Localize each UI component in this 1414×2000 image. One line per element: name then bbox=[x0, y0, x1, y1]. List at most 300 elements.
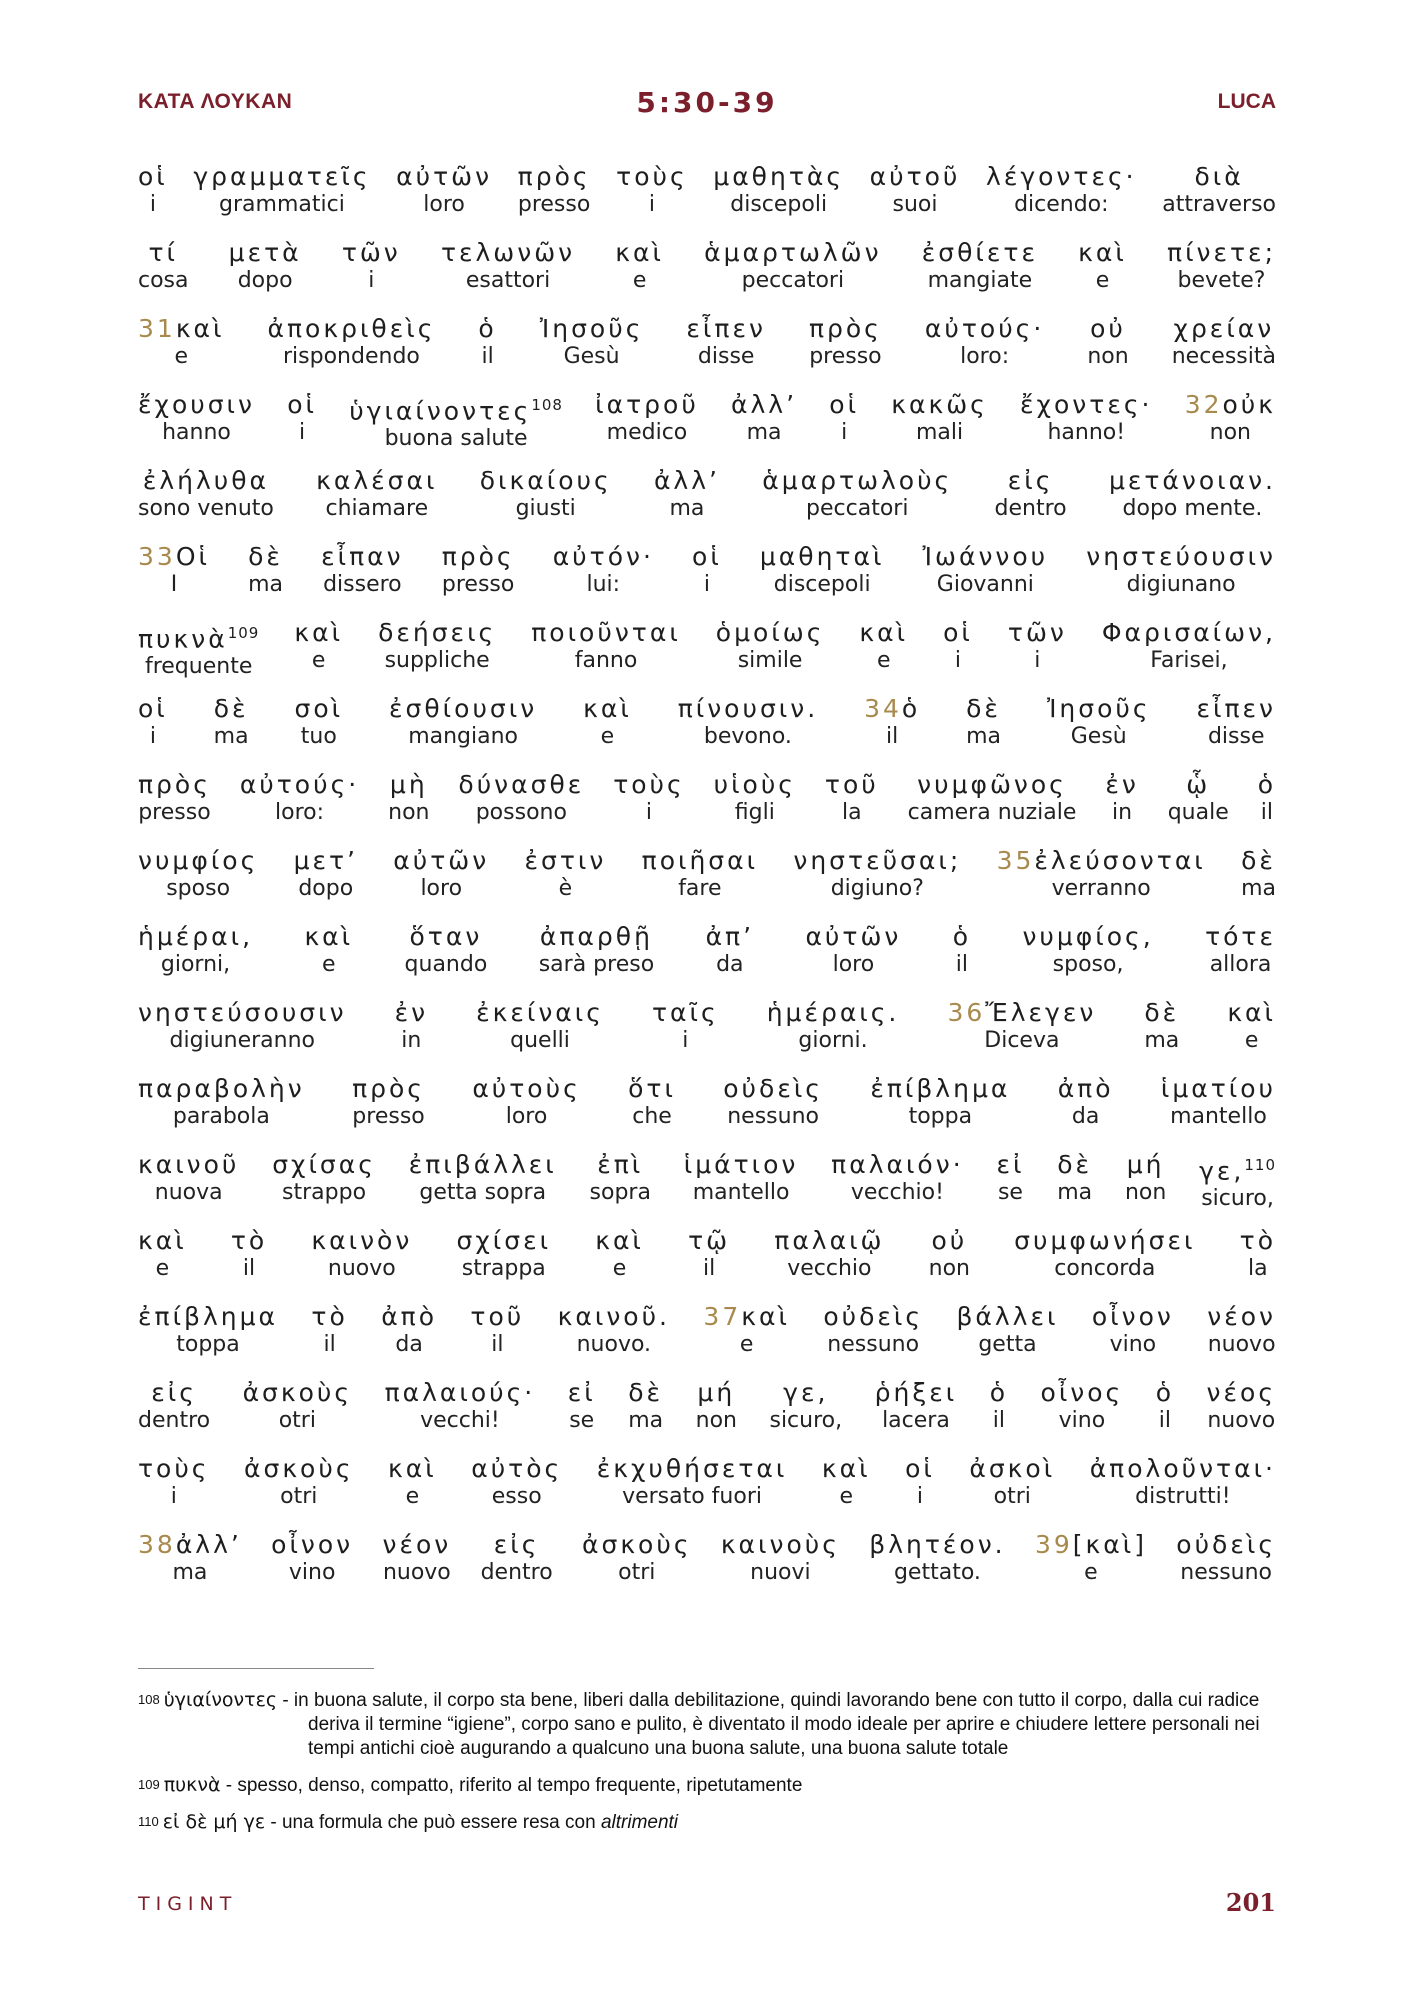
italian-gloss: vecchi! bbox=[420, 1408, 500, 1433]
italian-gloss: mali bbox=[915, 420, 964, 445]
greek-word: δὲ bbox=[966, 694, 1001, 723]
footnote bbox=[138, 1810, 1276, 1835]
italian-gloss: dopo bbox=[298, 876, 354, 901]
word-pair bbox=[616, 162, 688, 218]
word-pair bbox=[321, 542, 403, 598]
word-pair bbox=[442, 542, 515, 598]
word-pair bbox=[382, 1530, 451, 1586]
italian-gloss: hanno! bbox=[1047, 420, 1126, 445]
word-pair bbox=[1196, 694, 1276, 750]
word-pair bbox=[1008, 618, 1067, 674]
interlinear-line bbox=[138, 846, 1276, 922]
italian-gloss: in bbox=[401, 1028, 422, 1053]
greek-word: ἐκείναις bbox=[476, 998, 604, 1027]
italian-gloss: versato fuori bbox=[622, 1484, 762, 1509]
word-pair bbox=[138, 998, 347, 1054]
footnote-ref[interactable]: 110 bbox=[1244, 1156, 1276, 1174]
word-pair bbox=[822, 1454, 871, 1510]
word-pair bbox=[692, 542, 722, 598]
italian-gloss: e bbox=[1095, 268, 1110, 293]
word-pair bbox=[138, 1150, 239, 1206]
word-pair bbox=[922, 238, 1038, 294]
word-pair bbox=[272, 1150, 376, 1206]
word-pair bbox=[271, 1530, 353, 1586]
italian-gloss: quando bbox=[404, 952, 488, 977]
italian-gloss: sono venuto bbox=[138, 496, 274, 521]
italian-gloss: Gesù bbox=[1070, 724, 1127, 749]
greek-word: βάλλει bbox=[956, 1302, 1059, 1331]
greek-word: εἶπαν bbox=[321, 542, 404, 571]
word-pair bbox=[769, 1378, 842, 1434]
greek-word: τελωνῶν bbox=[440, 238, 576, 267]
greek-word: ἔχοντες· bbox=[1020, 390, 1153, 419]
italian-gloss: I bbox=[170, 572, 178, 597]
italian-gloss: e bbox=[1084, 1560, 1098, 1585]
word-pair bbox=[929, 1226, 970, 1282]
word-pair bbox=[774, 1226, 884, 1282]
greek-word: Ἰησοῦς bbox=[539, 314, 644, 343]
italian-gloss: digiuneranno bbox=[169, 1028, 315, 1053]
greek-word: νηστεύσουσιν bbox=[138, 998, 347, 1027]
word-pair bbox=[1022, 922, 1153, 978]
word-pair bbox=[615, 238, 664, 294]
greek-word: λέγοντες· bbox=[986, 162, 1137, 191]
word-pair bbox=[1167, 238, 1276, 294]
word-pair bbox=[441, 238, 575, 294]
greek-word: τί bbox=[148, 238, 178, 267]
word-pair bbox=[1176, 1530, 1276, 1586]
greek-word: ἐπίβλημα bbox=[138, 1302, 279, 1331]
greek-word: ὁ bbox=[1155, 1378, 1175, 1407]
greek-word: πρὸς bbox=[517, 162, 591, 191]
greek-word: νυμφίος bbox=[138, 846, 259, 875]
italian-gloss: suppliche bbox=[384, 648, 490, 673]
word-pair bbox=[829, 390, 859, 446]
italian-gloss: sposo bbox=[166, 876, 231, 901]
word-pair bbox=[809, 314, 882, 370]
greek-word: νυμφίος, bbox=[1022, 922, 1154, 951]
greek-word: οἱ bbox=[287, 390, 317, 419]
greek-word: ἐσθίετε bbox=[921, 238, 1038, 267]
greek-word: τῷ bbox=[688, 1226, 731, 1255]
italian-gloss: giorni, bbox=[160, 952, 231, 977]
greek-word: ἰατροῦ bbox=[595, 390, 699, 419]
italian-gloss: il bbox=[1260, 800, 1273, 825]
greek-word: οἱ bbox=[138, 694, 168, 723]
italian-gloss: loro bbox=[423, 192, 465, 217]
italian-gloss: è bbox=[558, 876, 573, 901]
word-pair bbox=[389, 694, 537, 750]
greek-word: ἐσθίουσιν bbox=[389, 694, 538, 723]
italian-gloss: sicuro, bbox=[769, 1408, 843, 1433]
greek-word: δὲ bbox=[628, 1378, 664, 1407]
word-pair bbox=[138, 542, 210, 598]
greek-word: καὶ bbox=[859, 618, 909, 647]
word-pair bbox=[1240, 1226, 1276, 1282]
footnote-number: 108 bbox=[138, 1692, 160, 1707]
italian-gloss: getta bbox=[978, 1332, 1037, 1357]
italian-gloss: verranno bbox=[1051, 876, 1151, 901]
italian-gloss: disse bbox=[1207, 724, 1265, 749]
greek-word: Ἰωάννου bbox=[922, 542, 1049, 571]
italian-gloss: otri bbox=[618, 1560, 656, 1585]
footnote-ref[interactable]: 109 bbox=[227, 624, 260, 642]
footnote-text: - in buona salute, il corpo sta bene, liberi dalla debilitazione, quindi lavorando bene con tutto il corpo, dalla cui radice deriva il termine “igiene”, corpo sano e pulito, è diventato il modo ideale per aprire e chiudere lettere personali nei tempi antichi cioè augurando a qualcuno una buona salute, una buona salute totale bbox=[277, 1690, 1260, 1759]
word-pair bbox=[706, 922, 754, 978]
italian-gloss: dentro bbox=[480, 1560, 553, 1585]
italian-gloss: parabola bbox=[172, 1104, 270, 1129]
italian-gloss: ma bbox=[248, 572, 283, 597]
italian-gloss: i bbox=[299, 420, 306, 445]
greek-word: ἐπίβλημα bbox=[870, 1074, 1011, 1103]
italian-gloss: presso bbox=[138, 800, 211, 825]
italian-gloss: nuovi bbox=[750, 1560, 811, 1585]
greek-word: μετὰ bbox=[228, 238, 302, 267]
italian-gloss: da bbox=[716, 952, 744, 977]
greek-word: πίνετε; bbox=[1167, 238, 1276, 267]
italian-gloss: chiamare bbox=[325, 496, 429, 521]
italian-gloss: e bbox=[1244, 1028, 1259, 1053]
word-pair bbox=[925, 314, 1044, 370]
greek-word: τοὺς bbox=[616, 162, 688, 191]
word-pair bbox=[613, 770, 685, 826]
word-pair bbox=[703, 1302, 790, 1358]
italian-gloss: hanno bbox=[162, 420, 231, 445]
verse-number: 35 bbox=[996, 846, 1035, 875]
greek-word: πρὸς bbox=[352, 1074, 425, 1103]
interlinear-line bbox=[138, 1150, 1276, 1226]
italian-gloss: cosa bbox=[138, 268, 189, 293]
greek-word: νηστεῦσαι; bbox=[793, 846, 962, 875]
interlinear-line bbox=[138, 314, 1276, 390]
word-pair bbox=[553, 542, 654, 598]
italian-gloss: Giovanni bbox=[936, 572, 1034, 597]
italian-gloss: figli bbox=[734, 800, 775, 825]
italian-gloss: ma bbox=[669, 496, 705, 521]
greek-word: δεήσεις bbox=[378, 618, 497, 647]
greek-word: δύνασθε bbox=[458, 770, 585, 799]
greek-word: τότε bbox=[1205, 922, 1276, 951]
page-number: 201 bbox=[1225, 1888, 1276, 1917]
footnotes bbox=[138, 1688, 1276, 1847]
greek-word: 33Οἱ bbox=[138, 542, 210, 571]
greek-word: μετ’ bbox=[293, 846, 358, 875]
word-pair bbox=[1161, 1074, 1276, 1130]
greek-word: ποιῆσαι bbox=[641, 846, 759, 875]
footnote-number: 109 bbox=[138, 1777, 160, 1792]
verse-number: 38 bbox=[138, 1530, 176, 1559]
word-pair bbox=[1241, 846, 1276, 902]
word-pair bbox=[583, 694, 632, 750]
verse-number: 33 bbox=[138, 542, 176, 571]
greek-word: πυκνὰ$^{109}$ bbox=[138, 624, 260, 654]
italian-gloss: vino bbox=[1058, 1408, 1106, 1433]
greek-word: ἁμαρτωλοὺς bbox=[762, 466, 953, 495]
greek-word: καὶ bbox=[615, 238, 664, 267]
italian-gloss: distrutti! bbox=[1135, 1484, 1231, 1509]
interlinear-line bbox=[138, 1074, 1276, 1150]
word-pair bbox=[138, 314, 225, 370]
greek-word: ἀπ’ bbox=[705, 922, 755, 951]
word-pair bbox=[248, 542, 283, 598]
italian-gloss: nuova bbox=[154, 1180, 223, 1205]
greek-word: οὐδεὶς bbox=[723, 1074, 823, 1103]
word-pair bbox=[582, 1530, 692, 1586]
word-pair bbox=[823, 1302, 923, 1358]
word-pair bbox=[558, 1302, 670, 1358]
word-pair bbox=[471, 1454, 562, 1510]
italian-gloss: presso bbox=[441, 572, 515, 597]
greek-word: ἐκχυθήσεται bbox=[596, 1454, 788, 1483]
word-pair bbox=[1258, 770, 1276, 826]
italian-gloss: otri bbox=[993, 1484, 1031, 1509]
word-pair bbox=[244, 1454, 354, 1510]
italian-gloss: sopra bbox=[589, 1180, 651, 1205]
greek-word: παλαιῷ bbox=[774, 1226, 885, 1255]
greek-word: ἀσκοὺς bbox=[244, 1454, 354, 1483]
word-pair bbox=[409, 1150, 557, 1206]
italian-gloss: presso bbox=[517, 192, 591, 217]
greek-word: γε,$^{110}$ bbox=[1199, 1156, 1276, 1186]
greek-word: τοῦ bbox=[824, 770, 879, 799]
italian-gloss: discepoli bbox=[730, 192, 828, 217]
word-pair bbox=[859, 618, 908, 674]
italian-gloss: i bbox=[149, 724, 156, 749]
word-pair bbox=[524, 846, 606, 902]
word-pair bbox=[531, 618, 681, 674]
italian-gloss: e bbox=[632, 268, 647, 293]
italian-gloss: peccatori bbox=[741, 268, 845, 293]
italian-gloss: i bbox=[841, 420, 848, 445]
italian-gloss: strappo bbox=[282, 1180, 367, 1205]
word-pair bbox=[138, 1074, 305, 1130]
word-pair bbox=[953, 922, 971, 978]
word-pair bbox=[1125, 1150, 1166, 1206]
greek-word: οἱ bbox=[138, 162, 168, 191]
word-pair bbox=[1156, 1378, 1174, 1434]
word-pair bbox=[678, 694, 818, 750]
word-pair bbox=[869, 1530, 1005, 1586]
greek-word: νέος bbox=[1206, 1378, 1276, 1407]
word-pair bbox=[138, 1302, 278, 1358]
italian-gloss: la bbox=[842, 800, 862, 825]
greek-word: ἡμέραις. bbox=[766, 998, 900, 1027]
greek-word: εἰς bbox=[1007, 466, 1054, 495]
word-pair bbox=[478, 314, 496, 370]
italian-gloss: loro: bbox=[275, 800, 325, 825]
word-pair bbox=[716, 618, 825, 674]
italian-gloss: non bbox=[695, 1408, 737, 1433]
word-pair bbox=[597, 1454, 788, 1510]
greek-word: τὸ bbox=[311, 1302, 348, 1331]
greek-word: 35ἐλεύσονται bbox=[996, 846, 1206, 875]
word-pair bbox=[138, 466, 274, 522]
word-pair bbox=[458, 770, 584, 826]
interlinear-line bbox=[138, 770, 1276, 846]
greek-word: καὶ bbox=[595, 1226, 644, 1255]
greek-word: ἁμαρτωλῶν bbox=[704, 238, 882, 267]
greek-word: οἶνος bbox=[1040, 1378, 1124, 1407]
italian-gloss: non bbox=[388, 800, 430, 825]
word-pair bbox=[793, 846, 961, 902]
footnote-ref[interactable]: 108 bbox=[531, 396, 563, 414]
italian-gloss: attraverso bbox=[1162, 192, 1276, 217]
italian-gloss: disse bbox=[697, 344, 755, 369]
word-pair bbox=[381, 1302, 437, 1358]
interlinear-line bbox=[138, 162, 1276, 238]
greek-word: ἀλλ’ bbox=[731, 390, 798, 419]
italian-gloss: simile bbox=[737, 648, 803, 673]
word-pair bbox=[628, 1074, 676, 1130]
italian-gloss: nuovo bbox=[1207, 1332, 1276, 1357]
greek-word: πρὸς bbox=[808, 314, 882, 343]
italian-gloss: se bbox=[997, 1180, 1023, 1205]
greek-word: καλέσαι bbox=[316, 466, 438, 495]
word-pair bbox=[762, 466, 952, 522]
greek-word: δὲ bbox=[1241, 846, 1276, 875]
word-pair bbox=[1102, 618, 1276, 674]
chapter-verse-range: 5:30-39 bbox=[636, 86, 778, 119]
italian-gloss: digiunano bbox=[1126, 572, 1236, 597]
word-pair bbox=[1185, 390, 1276, 446]
greek-word: τοὺς bbox=[613, 770, 685, 799]
greek-word: ἱματίου bbox=[1160, 1074, 1276, 1103]
greek-word: τοὺς bbox=[138, 1454, 210, 1483]
word-pair bbox=[540, 314, 644, 370]
greek-word: δὲ bbox=[213, 694, 249, 723]
italian-gloss: i bbox=[916, 1484, 924, 1509]
italian-gloss: tuo bbox=[300, 724, 337, 749]
italian-gloss: presso bbox=[352, 1104, 425, 1129]
greek-word: 32οὐκ bbox=[1184, 390, 1276, 419]
italian-gloss: e bbox=[311, 648, 326, 673]
word-pair bbox=[986, 162, 1137, 218]
word-pair bbox=[721, 1530, 840, 1586]
greek-word: καινὸν bbox=[311, 1226, 413, 1255]
word-pair bbox=[956, 1302, 1058, 1358]
italian-gloss: nessuno bbox=[1180, 1560, 1273, 1585]
word-pair bbox=[311, 1302, 347, 1358]
italian-gloss: Diceva bbox=[984, 1028, 1060, 1053]
word-pair bbox=[342, 238, 401, 294]
greek-word: εἰς bbox=[493, 1530, 540, 1559]
footnote-term: εἰ δὲ μή γε bbox=[162, 1811, 266, 1833]
word-pair bbox=[1057, 1150, 1092, 1206]
italian-gloss: loro bbox=[505, 1104, 548, 1129]
word-pair bbox=[1205, 922, 1276, 978]
word-pair bbox=[388, 1454, 437, 1510]
italian-gloss: giorni. bbox=[798, 1028, 868, 1053]
word-pair bbox=[480, 466, 612, 522]
word-pair bbox=[472, 1074, 580, 1130]
greek-word: ἐν bbox=[1105, 770, 1139, 799]
interlinear-line bbox=[138, 238, 1276, 314]
word-pair bbox=[723, 1074, 823, 1130]
word-pair bbox=[825, 770, 879, 826]
greek-word: οἱ bbox=[905, 1454, 935, 1483]
footnote bbox=[138, 1773, 1276, 1798]
word-pair bbox=[138, 238, 189, 294]
word-pair bbox=[714, 770, 796, 826]
greek-word: καινοῦ. bbox=[557, 1302, 670, 1331]
italian-gloss: mangiano bbox=[408, 724, 519, 749]
word-pair bbox=[138, 1530, 242, 1586]
verse-number: 39 bbox=[1034, 1530, 1073, 1559]
greek-word: ἀπὸ bbox=[381, 1302, 438, 1331]
greek-word: καὶ bbox=[1078, 238, 1127, 267]
greek-word: ἐλήλυθα bbox=[142, 466, 270, 495]
word-pair bbox=[138, 1454, 210, 1510]
italian-gloss: quelli bbox=[510, 1028, 570, 1053]
italian-gloss: getta sopra bbox=[419, 1180, 547, 1205]
word-pair bbox=[138, 846, 258, 902]
italian-gloss: ma bbox=[628, 1408, 664, 1433]
word-pair bbox=[870, 1074, 1010, 1130]
word-pair bbox=[539, 922, 654, 978]
greek-word: τὸ bbox=[230, 1226, 268, 1255]
word-pair bbox=[590, 1150, 651, 1206]
greek-word: αὐτῶν bbox=[396, 162, 493, 191]
italian-gloss: toppa bbox=[176, 1332, 240, 1357]
word-pair bbox=[1162, 162, 1276, 218]
greek-word: υἱοὺς bbox=[713, 770, 796, 799]
word-pair bbox=[908, 770, 1077, 826]
word-pair bbox=[696, 1378, 737, 1434]
italian-gloss: il bbox=[886, 724, 899, 749]
word-pair bbox=[1035, 1530, 1147, 1586]
greek-word: αὐτούς· bbox=[924, 314, 1045, 343]
italian-gloss: i bbox=[645, 800, 652, 825]
word-pair bbox=[1090, 1454, 1276, 1510]
word-pair bbox=[684, 1150, 799, 1206]
greek-word: ὅτι bbox=[628, 1074, 676, 1103]
greek-word: κακῶς bbox=[891, 390, 988, 419]
greek-word: δὲ bbox=[1057, 1150, 1093, 1179]
word-pair bbox=[870, 162, 961, 218]
greek-word: συμφωνήσει bbox=[1014, 1226, 1196, 1255]
greek-word: αὐτοὺς bbox=[472, 1074, 581, 1103]
word-pair bbox=[1047, 694, 1151, 750]
greek-word: καὶ bbox=[304, 922, 354, 951]
italian-gloss: strappa bbox=[461, 1256, 546, 1281]
greek-word: οἶνον bbox=[271, 1530, 354, 1559]
greek-word: παλαιόν· bbox=[831, 1150, 964, 1179]
greek-word: ταῖς bbox=[651, 998, 719, 1027]
word-pair bbox=[1172, 314, 1276, 370]
word-pair bbox=[304, 922, 353, 978]
greek-word: μή bbox=[1126, 1150, 1165, 1179]
greek-word: πρὸς bbox=[138, 770, 211, 799]
italian-gloss: sposo, bbox=[1052, 952, 1124, 977]
italian-gloss: e bbox=[612, 1256, 627, 1281]
italian-gloss: lacera bbox=[882, 1408, 950, 1433]
italian-gloss: ma bbox=[172, 1560, 208, 1585]
word-pair bbox=[595, 390, 699, 446]
italian-gloss: il bbox=[242, 1256, 256, 1281]
word-pair bbox=[713, 162, 844, 218]
word-pair bbox=[138, 1378, 210, 1434]
word-pair bbox=[243, 1378, 353, 1434]
greek-word: αὐτῶν bbox=[393, 846, 490, 875]
italian-gloss: non bbox=[928, 1256, 970, 1281]
page-header bbox=[138, 86, 1276, 126]
greek-word: μή bbox=[697, 1378, 736, 1407]
greek-word: νυμφῶνος bbox=[917, 770, 1067, 799]
greek-word: οἱ bbox=[692, 542, 722, 571]
greek-word: νηστεύουσιν bbox=[1086, 542, 1276, 571]
greek-word: γε, bbox=[783, 1378, 829, 1407]
greek-word: εἰ bbox=[567, 1378, 596, 1407]
